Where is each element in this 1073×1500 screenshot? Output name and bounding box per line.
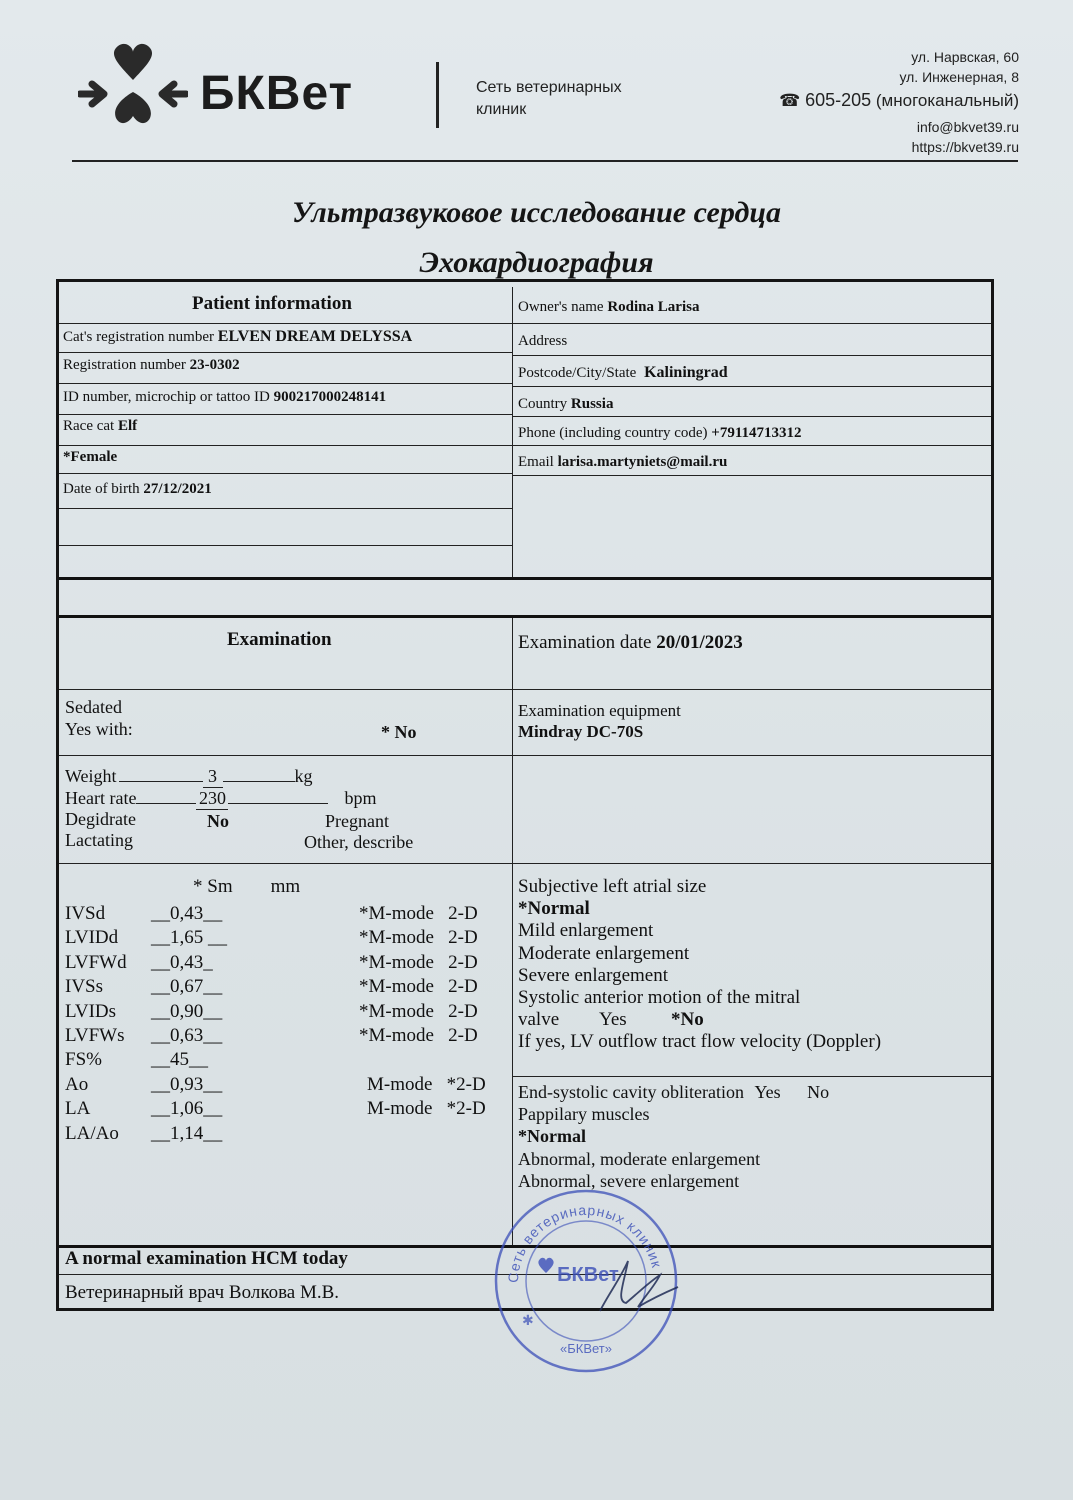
measurement-mode: *M-mode 2-D	[359, 927, 478, 949]
owner-name-value: Rodina Larisa	[607, 299, 700, 315]
cat-registration-value: ELVEN DREAM DELYSSA	[217, 328, 413, 345]
measurement-mode: M-mode *2-D	[367, 1098, 486, 1120]
degidrate-value: No	[207, 811, 229, 831]
row-line	[512, 1076, 991, 1077]
weight-unit: kg	[294, 766, 313, 786]
measurement-name: LA/Ao	[65, 1122, 119, 1144]
measurement-name: IVSd	[65, 903, 106, 924]
clinic-logo-icon	[78, 42, 188, 132]
measurement-value: __0,67__	[151, 976, 223, 998]
other-describe-label: Other, describe	[304, 832, 414, 852]
phone-icon: ☎	[779, 91, 801, 110]
valve-yes-option: Yes	[599, 1009, 627, 1030]
measurement-mode: *M-mode 2-D	[359, 1025, 478, 1046]
units-header: * Sm mm	[193, 876, 301, 897]
measurement-value: __0,63__	[151, 1025, 223, 1046]
measurement-value: __1,06__	[151, 1098, 223, 1120]
stamp-bottom-text: «БКВет»	[560, 1341, 612, 1356]
conclusion-text: A normal examination HCM today	[65, 1248, 348, 1269]
row-line	[59, 352, 512, 353]
owner-email-label: Email	[518, 454, 554, 470]
stamp-center-text: БКВет	[557, 1264, 619, 1286]
weight-value: 3	[203, 765, 223, 788]
examination-header: Examination	[227, 629, 332, 650]
race-row	[63, 417, 137, 435]
weight-row	[65, 765, 313, 788]
measurement-name: LA	[65, 1098, 91, 1120]
race-value: Elf	[117, 418, 138, 434]
measurement-value: __1,65 __	[151, 927, 227, 949]
clinic-email: info@bkvet39.ru	[916, 119, 1019, 135]
row-line	[59, 508, 512, 509]
row-line	[59, 445, 512, 446]
postcode-row	[518, 364, 728, 382]
measurement-name: FS%	[65, 1049, 102, 1071]
stamp-arc-text: Сеть ветеринарных клиник	[504, 1201, 666, 1284]
measurement-value: __0,43_	[151, 951, 213, 973]
form-divider	[512, 617, 513, 1247]
row-line	[59, 545, 512, 546]
measurement-mode: *M-mode 2-D	[359, 1000, 478, 1022]
owner-email-row	[518, 453, 727, 471]
lactating-label: Lactating	[65, 830, 133, 850]
measurement-mode: M-mode *2-D	[367, 1073, 486, 1095]
form-frame	[56, 279, 994, 1311]
examination-date-label: Examination date	[518, 632, 652, 653]
pregnant-label: Pregnant	[325, 811, 389, 831]
examination-date-value: 20/01/2023	[656, 632, 743, 653]
atrial-moderate-option: Moderate enlargement	[518, 943, 690, 964]
registration-number-row	[63, 356, 240, 374]
weight-label: Weight	[65, 766, 117, 786]
owner-email-value: larisa.martyniets@mail.ru	[557, 454, 728, 470]
measurement-mode: *M-mode 2-D	[359, 976, 478, 998]
measurement-value: __0,93__	[151, 1073, 223, 1095]
row-line	[59, 414, 512, 415]
measurement-mode: *M-mode 2-D	[359, 951, 478, 973]
heart-rate-value: 230	[196, 787, 228, 810]
cavity-no-option: No	[807, 1082, 830, 1102]
sex-value: *Female	[63, 449, 118, 465]
clinic-brand-name: БКВет	[200, 67, 354, 120]
row-line	[512, 475, 991, 476]
heart-rate-label: Heart rate	[65, 788, 137, 808]
row-line	[59, 863, 991, 864]
atrial-normal-option: *Normal	[518, 898, 590, 919]
measurement-value: __0,43__	[151, 903, 223, 924]
country-label: Country	[518, 396, 568, 412]
owner-phone-label: Phone (including country code)	[518, 425, 708, 441]
owner-address-label: Address	[518, 333, 568, 349]
clinic-tagline	[476, 77, 622, 121]
cat-registration-label: Cat's registration number	[63, 329, 215, 345]
row-line	[59, 473, 512, 474]
row-line	[512, 323, 991, 324]
row-line	[59, 383, 512, 384]
row-line	[512, 355, 991, 356]
heart-rate-blank	[136, 803, 196, 804]
clinic-phone	[779, 90, 1019, 111]
dob-value: 27/12/2021	[143, 481, 212, 497]
atrial-severe-option: Severe enlargement	[518, 965, 668, 986]
postcode-label: Postcode/City/State	[518, 365, 637, 381]
registration-number-value: 23-0302	[189, 357, 240, 373]
id-number-label: ID number, microchip or tattoo ID	[63, 389, 270, 405]
patient-info-header: Patient information	[192, 293, 352, 314]
sex-row	[63, 448, 117, 466]
race-label: Race cat	[63, 418, 115, 434]
cat-registration-row	[63, 328, 412, 346]
yes-with-label: Yes with:	[65, 719, 133, 739]
clinic-contacts	[779, 47, 1019, 157]
clinic-stamp	[488, 1183, 684, 1373]
cavity-obliteration-label: End-systolic cavity obliteration	[518, 1082, 744, 1102]
row-line	[512, 416, 991, 417]
dob-row	[63, 480, 212, 498]
measurement-name: LVFWd	[65, 951, 127, 973]
weight-blank	[223, 781, 295, 782]
row-line	[59, 689, 991, 690]
sedated-value: * No	[381, 722, 417, 742]
equipment-label: Examination equipment	[518, 701, 681, 720]
papillary-normal-option: *Normal	[518, 1126, 586, 1146]
cavity-obliteration-row	[518, 1081, 829, 1103]
row-line	[512, 386, 991, 387]
document-subtitle: Эхокардиография	[419, 246, 654, 279]
clinic-address-2: ул. Инженерная, 8	[899, 69, 1019, 85]
measurement-name: LVIDs	[65, 1000, 117, 1022]
sam-label: Systolic anterior motion of the mitral	[518, 987, 801, 1008]
valve-no-option: *No	[671, 1009, 704, 1030]
measurement-value: __45__	[151, 1049, 208, 1071]
examination-date-row	[518, 632, 743, 654]
papillary-muscles-label: Pappilary muscles	[518, 1104, 650, 1124]
header-rule	[72, 160, 1018, 162]
country-row	[518, 395, 613, 413]
owner-name-label: Owner's name	[518, 299, 604, 315]
measurement-name: Ao	[65, 1073, 89, 1095]
cavity-yes-option: Yes	[754, 1082, 781, 1102]
measurement-value: __0,90__	[151, 1000, 223, 1022]
atrial-mild-option: Mild enlargement	[518, 920, 654, 941]
equipment-value: Mindray DC-70S	[518, 722, 644, 741]
document-title: Ультразвуковое исследование сердца	[291, 196, 782, 229]
section-separator	[59, 577, 991, 580]
valve-label: valve	[518, 1009, 560, 1030]
heart-rate-row	[65, 787, 376, 810]
sedated-label: Sedated	[65, 697, 122, 717]
weight-blank	[119, 781, 203, 782]
row-line	[59, 755, 991, 756]
owner-phone-row	[518, 424, 802, 442]
stamp-star-icon: ✱	[522, 1314, 534, 1329]
heart-rate-blank	[228, 803, 328, 804]
clinic-website: https://bkvet39.ru	[911, 139, 1019, 155]
papillary-severe-option: Abnormal, severe enlargement	[518, 1171, 740, 1191]
atrial-size-title: Subjective left atrial size	[518, 876, 707, 897]
measurement-name: LVIDd	[65, 927, 119, 949]
lvot-label: If yes, LV outflow tract flow velocity (Doppler)	[518, 1031, 882, 1052]
row-line	[512, 445, 991, 446]
owner-phone-value: +79114713312	[711, 425, 802, 441]
section-separator	[59, 615, 991, 618]
header-divider	[436, 62, 439, 128]
phone-note: (многоканальный)	[875, 91, 1019, 110]
tagline-line-1: Сеть ветеринарных	[476, 79, 622, 96]
heart-rate-unit: bpm	[344, 788, 377, 808]
registration-number-label: Registration number	[63, 357, 186, 373]
phone-number: 605-205	[805, 90, 872, 110]
measurement-value: __1,14__	[151, 1122, 223, 1144]
tagline-line-2: клиник	[476, 101, 527, 118]
dob-label: Date of birth	[63, 481, 140, 497]
postcode-value: Kaliningrad	[644, 364, 728, 381]
owner-name-row	[518, 298, 699, 316]
degidrate-label: Degidrate	[65, 809, 136, 829]
id-number-value: 900217000248141	[273, 389, 387, 405]
measurement-name: IVSs	[65, 976, 104, 998]
veterinarian-signature-line: Ветеринарный врач Волкова М.В.	[65, 1282, 340, 1303]
measurement-mode: *M-mode 2-D	[359, 903, 478, 924]
row-line	[59, 323, 512, 324]
measurement-name: LVFWs	[65, 1025, 125, 1046]
id-number-row	[63, 388, 386, 406]
country-value: Russia	[570, 396, 614, 412]
papillary-moderate-option: Abnormal, moderate enlargement	[518, 1149, 761, 1169]
clinic-address-1: ул. Нарвская, 60	[911, 49, 1019, 65]
form-divider	[512, 287, 513, 580]
